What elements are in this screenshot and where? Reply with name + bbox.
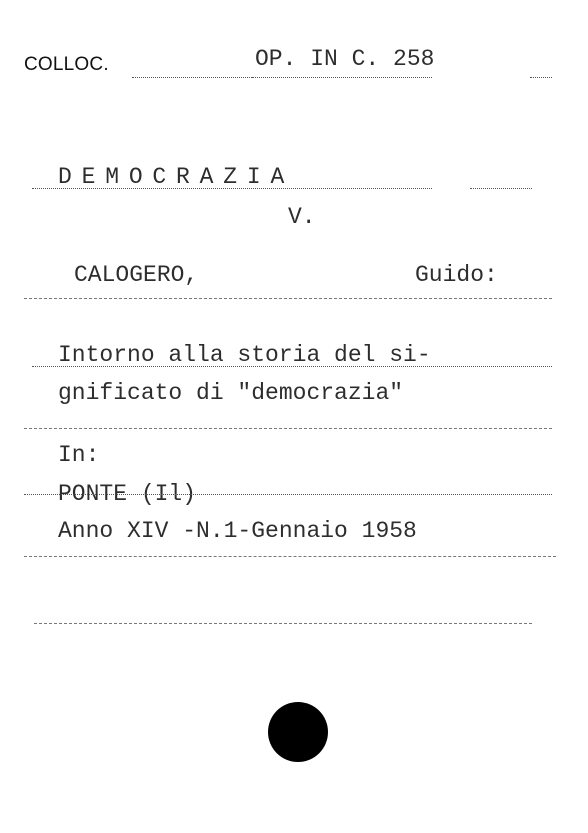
journal-rule — [24, 494, 552, 495]
title-line-1: Intorno alla storia del si- — [58, 342, 431, 368]
title-rule-1 — [32, 366, 552, 367]
journal-title: PONTE (Il) — [58, 481, 197, 507]
colloc-rule-3 — [530, 77, 552, 78]
colloc-rule-2 — [252, 77, 432, 78]
in-label: In: — [58, 442, 100, 468]
see-reference: V. — [288, 204, 316, 230]
blank-rule — [34, 623, 532, 624]
subject-heading: D E M O C R A Z I A — [58, 164, 283, 190]
subject-rule-2 — [470, 188, 532, 189]
author-name: Guido: — [415, 262, 498, 288]
author-rule — [24, 298, 552, 299]
title-line-2: gnificato di "democrazia" — [58, 380, 404, 406]
colloc-rule — [132, 77, 252, 78]
issue-rule — [24, 556, 556, 557]
colloc-value: OP. IN C. 258 — [255, 46, 435, 72]
issue-details: Anno XIV -N.1-Gennaio 1958 — [58, 518, 417, 544]
subject-rule — [32, 188, 432, 189]
author-surname: CALOGERO, — [74, 262, 199, 288]
punch-hole — [268, 702, 328, 762]
colloc-label: COLLOC. — [24, 54, 109, 75]
title-rule-2 — [24, 428, 552, 429]
